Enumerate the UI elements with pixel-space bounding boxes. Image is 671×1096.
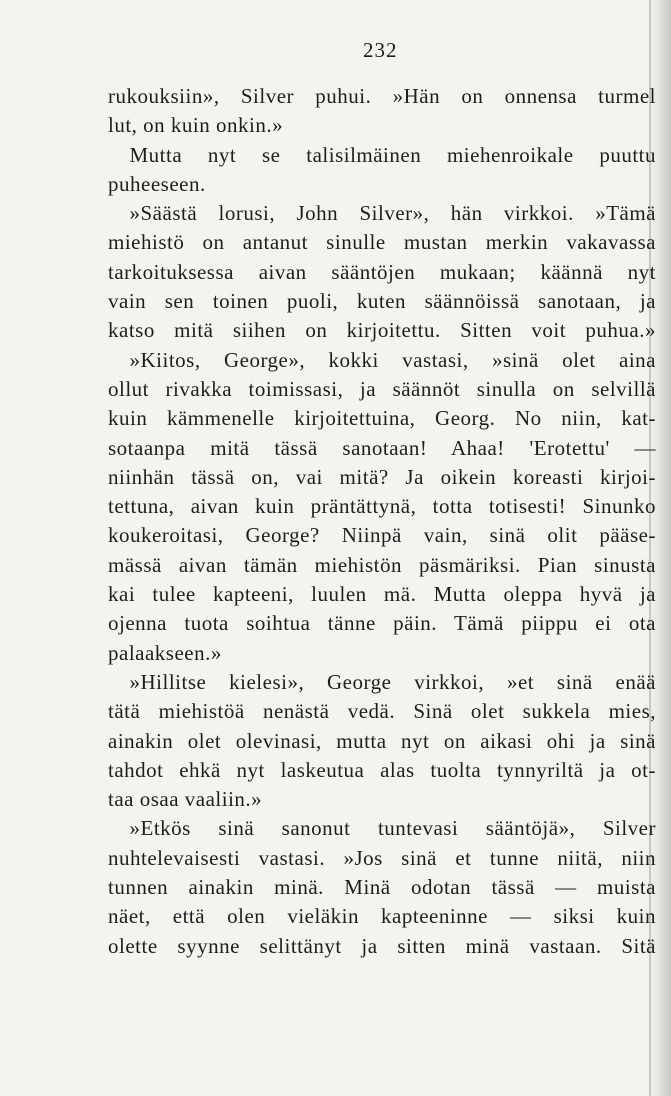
text-line: mässä aivan tämän miehistön päsmäriksi. Pian sinusta [108, 552, 656, 577]
text-line: niinhän tässä on, vai mitä? Ja oikein koreasti kirjoi- [108, 464, 656, 489]
text-line: »Kiitos, George», kokki vastasi, »sinä olet aina [108, 347, 656, 372]
text-line: vain sen toinen puoli, kuten säännöissä sanotaan, ja [108, 289, 656, 314]
page-number: 232 [363, 38, 398, 62]
text-line: koukeroitasi, George? Niinpä vain, sinä olit pääse- [108, 523, 656, 548]
text-line: katso mitä siihen on kirjoitettu. Sitten voit puhua.» [108, 318, 656, 343]
text-line: taa osaa vaaliin.» [108, 787, 263, 812]
text-line: »Hillitse kielesi», George virkkoi, »et sinä enää [108, 669, 656, 694]
text-line: »Etkös sinä sanonut tuntevasi sääntöjä», Silver [108, 816, 656, 841]
text-line: tätä miehistöä nenästä vedä. Sinä olet sukkela mies, [108, 699, 656, 724]
text-line: miehistö on antanut sinulle mustan merkin vakavassa [108, 230, 656, 255]
text-line: kuin kämmenelle kirjoitettuina, Georg. No niin, kat- [108, 406, 656, 431]
text-line: olette syynne selittänyt ja sitten minä vastaan. Sitä [108, 933, 656, 958]
text-line: sotaanpa mitä tässä sanotaan! Ahaa! 'Erotettu' — [108, 435, 656, 460]
text-line: Mutta nyt se talisilmäinen miehenroikale puuttu [108, 142, 656, 167]
text-line: lut, on kuin onkin.» [108, 113, 284, 138]
text-line: palaakseen.» [108, 640, 222, 665]
text-line: ollut rivakka toimissasi, ja säännöt sinulla on selvillä [108, 376, 656, 401]
text-line: »Säästä lorusi, John Silver», hän virkkoi. »Tämä [108, 201, 656, 226]
text-line: tunnen ainakin minä. Minä odotan tässä — muista [108, 875, 656, 900]
text-line: tahdot ehkä nyt laskeutua alas tuolta tynnyriltä ja ot- [108, 757, 656, 782]
body-text [108, 82, 656, 961]
text-line: tarkoituksessa aivan sääntöjen mukaan; käännä nyt [108, 259, 656, 284]
text-line: nuhtelevaisesti vastasi. »Jos sinä et tunne niitä, niin [108, 845, 656, 870]
text-line: tettuna, aivan kuin präntättynä, totta totisesti! Sinunko [108, 494, 656, 519]
text-line: näet, että olen vieläkin kapteeninne — siksi kuin [108, 904, 656, 929]
text-line: rukouksiin», Silver puhui. »Hän on onnensa turmel [108, 84, 656, 108]
text-line: kai tulee kapteeni, luulen mä. Mutta oleppa hyvä ja [108, 582, 656, 607]
text-line: ainakin olet olevinasi, mutta nyt on aikasi ohi ja sinä [108, 728, 656, 753]
text-line: ojenna tuota soihtua tänne päin. Tämä piippu ei ota [108, 611, 656, 636]
text-line: puheeseen. [108, 171, 206, 196]
